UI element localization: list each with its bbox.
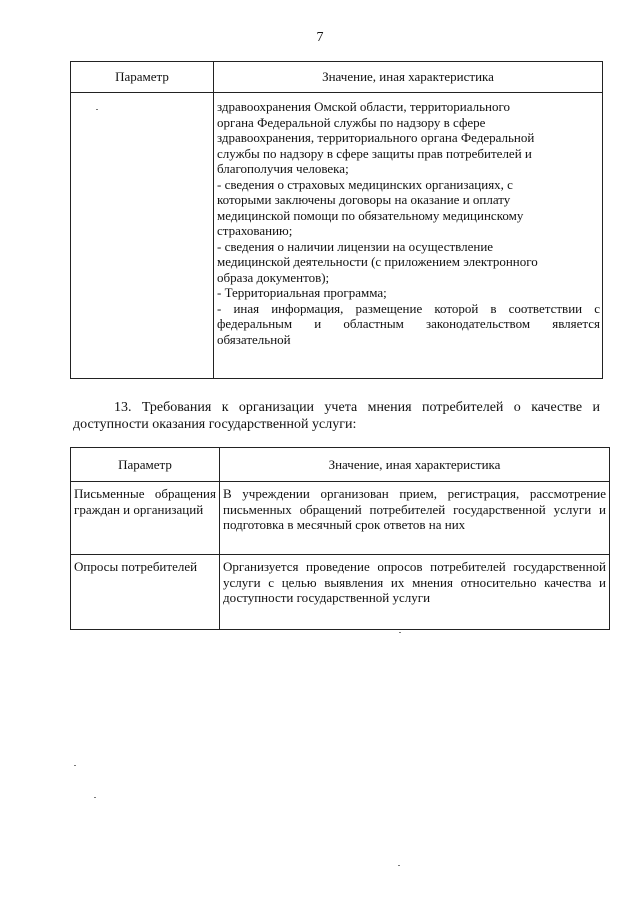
section-13-heading xyxy=(73,399,600,433)
value-line: медицинской помощи по обязательному медицинскому xyxy=(217,207,524,223)
scan-speck xyxy=(94,797,96,798)
scan-speck xyxy=(398,865,400,866)
value-cell: В учреждении организован прием, регистрация, рассмотрение письменных обращений потребителей государственной услуги и подготовка в месячный срок ответов на них xyxy=(220,482,610,555)
parameter-cell: Опросы потребителей xyxy=(71,555,220,630)
scan-speck xyxy=(74,765,76,766)
scan-speck xyxy=(399,632,401,633)
section-13-line-2: доступности оказания государственной услуги: xyxy=(73,417,357,432)
value-line: здравоохранения Омской области, территориального xyxy=(217,99,510,114)
header-parameter: Параметр xyxy=(71,62,214,93)
header-value: Значение, иная характеристика xyxy=(220,448,610,482)
value-line: - сведения о страховых медицинских организациях, с xyxy=(217,176,513,192)
table-row xyxy=(71,93,603,379)
value-line: медицинской деятельности (с приложением электронного xyxy=(217,254,538,269)
value-line: образа документов); xyxy=(217,269,330,285)
parameter-cell-empty xyxy=(71,93,214,379)
value-cell: Организуется проведение опросов потребителей государственной услуги с целью выявления их мнения относительно качества и доступности государственной услуги xyxy=(220,555,610,630)
scan-speck xyxy=(96,109,98,110)
header-parameter: Параметр xyxy=(71,448,220,482)
value-cell xyxy=(214,93,603,379)
value-line: которыми заключены договоры на оказание и оплату xyxy=(217,192,511,207)
value-line: - сведения о наличии лицензии на осуществление xyxy=(217,238,494,254)
value-line: здравоохранения, территориального органа Федеральной xyxy=(217,130,535,145)
page-number: 7 xyxy=(316,30,324,45)
value-line: службы по надзору в сфере защиты прав потребителей и xyxy=(217,145,532,161)
table-row xyxy=(71,555,610,630)
feedback-requirements-table xyxy=(70,447,610,630)
value-line: органа Федеральной службы по надзору в сфере xyxy=(217,114,486,130)
value-paragraph: - иная информация, размещение которой в соответствии с федеральным и областным законодательством является обязательной xyxy=(217,300,600,347)
table-row xyxy=(71,482,610,555)
table-header-row xyxy=(71,62,603,93)
header-value: Значение, иная характеристика xyxy=(214,62,603,93)
table-header-row xyxy=(71,448,610,482)
parameter-cell: Письменные обращения граждан и организаций xyxy=(71,482,220,555)
value-line: - Территориальная программа; xyxy=(217,285,387,300)
value-line: благополучия человека; xyxy=(217,161,349,176)
section-13-line-1: 13. Требования к организации учета мнения потребителей о качестве и xyxy=(114,400,600,415)
requirements-table-continued xyxy=(70,61,603,379)
value-line: страхованию; xyxy=(217,223,293,238)
